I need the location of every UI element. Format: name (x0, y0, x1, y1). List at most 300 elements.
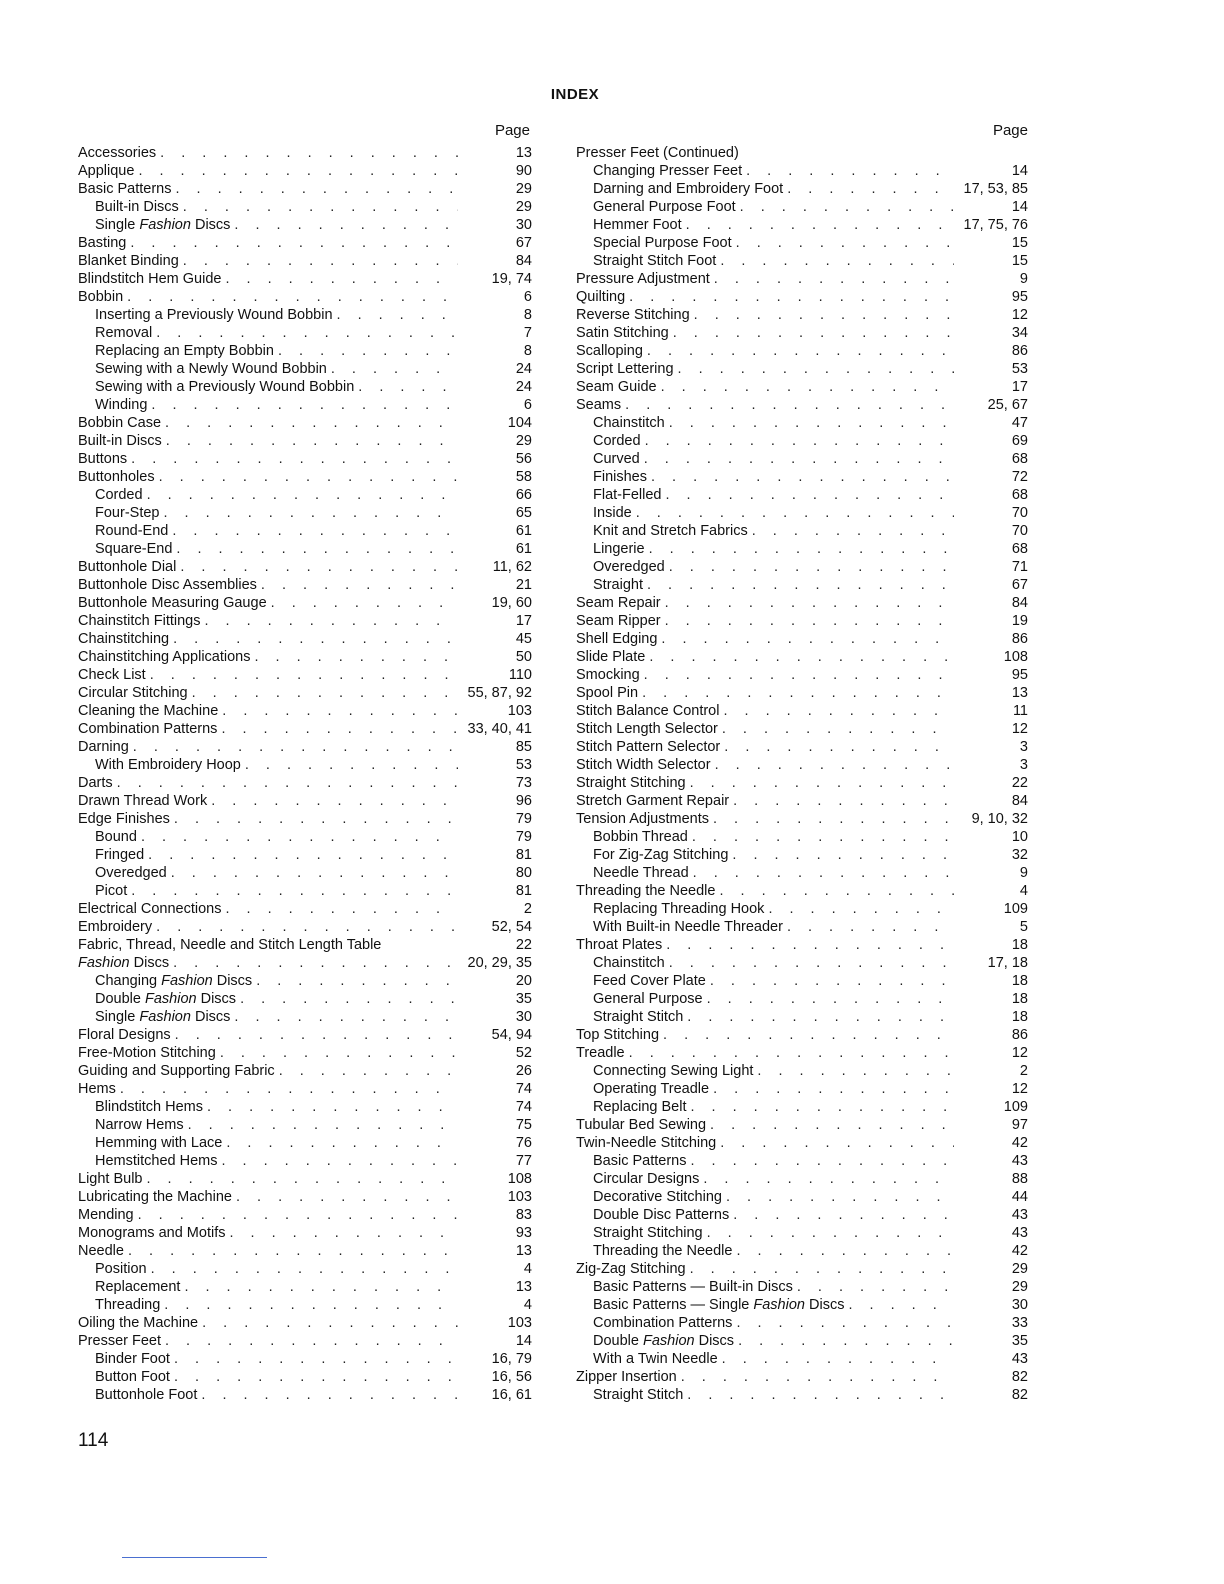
index-entry (78, 648, 532, 666)
entry-label: Blindstitch Hems (95, 1099, 203, 1115)
entry-label: Cleaning the Machine (78, 703, 219, 719)
index-subentry (78, 846, 532, 864)
index-entry (576, 630, 1028, 648)
entry-page: 29 (1011, 1279, 1028, 1295)
entry-page: 109 (1003, 901, 1028, 917)
entry-label: Presser Feet (Continued) (576, 145, 739, 161)
entry-page: 29 (515, 199, 532, 215)
entry-label: Accessories (78, 145, 157, 161)
entry-page: 8 (523, 343, 532, 359)
index-subentry (576, 1206, 1028, 1224)
entry-page: 53 (1011, 361, 1028, 377)
index-entry (78, 720, 532, 738)
entry-page: 83 (515, 1207, 532, 1223)
dot-leader (221, 270, 458, 288)
index-column-left (78, 122, 532, 1404)
dot-leader (645, 648, 954, 666)
dot-leader (699, 1170, 954, 1188)
entry-page: 4 (1019, 883, 1028, 899)
entry-label: Finishes (593, 469, 647, 485)
entry-page: 71 (1011, 559, 1028, 575)
dot-leader (230, 1008, 458, 1026)
entry-label: Slide Plate (576, 649, 646, 665)
index-subentry (576, 828, 1028, 846)
dot-leader (748, 522, 954, 540)
entry-page: 18 (1011, 1009, 1028, 1025)
dot-leader (732, 234, 954, 252)
dot-leader (162, 432, 458, 450)
entry-label: Darning (78, 739, 129, 755)
entry-page: 45 (515, 631, 532, 647)
entry-label: Light Bulb (78, 1171, 143, 1187)
dot-leader (134, 162, 458, 180)
entry-page: 3 (1019, 757, 1028, 773)
index-subentry (78, 1008, 532, 1026)
dot-leader (126, 234, 458, 252)
entry-label: Position (95, 1261, 147, 1277)
entry-page: 22 (1011, 775, 1028, 791)
dot-leader (354, 378, 458, 396)
dot-leader (221, 900, 458, 918)
dot-leader (742, 162, 954, 180)
dot-leader (152, 324, 458, 342)
dot-leader (170, 810, 458, 828)
entry-label: Basic Patterns (593, 1153, 687, 1169)
entry-page: 29 (1011, 1261, 1028, 1277)
entry-page: 65 (515, 505, 532, 521)
index-entry (78, 1314, 532, 1332)
entry-page: 95 (1011, 289, 1028, 305)
index-subentry (78, 522, 532, 540)
entry-page: 84 (1011, 595, 1028, 611)
index-subentry (576, 1278, 1028, 1296)
index-subentry (78, 882, 532, 900)
entry-page: 68 (1011, 541, 1028, 557)
entry-page: 35 (515, 991, 532, 1007)
dot-leader (236, 990, 458, 1008)
entry-label: Tubular Bed Sewing (576, 1117, 707, 1133)
entry-label: Four-Step (95, 505, 160, 521)
index-subentry (576, 1314, 1028, 1332)
dot-leader (156, 144, 458, 162)
entry-page: 15 (1011, 253, 1028, 269)
entry-label: Square-End (95, 541, 173, 557)
entry-page: 2 (1019, 1063, 1028, 1079)
entry-page: 7 (523, 325, 532, 341)
dot-leader (722, 1188, 954, 1206)
entry-page: 33, 40, 41 (467, 721, 532, 737)
entry-page: 95 (1011, 667, 1028, 683)
entry-label: Fashion Discs (78, 955, 170, 971)
entry-page: 10 (1011, 829, 1028, 845)
index-subentry (576, 864, 1028, 882)
index-entry (78, 702, 532, 720)
index-subentry (576, 1350, 1028, 1368)
index-subentry (576, 1242, 1028, 1260)
index-subentry (78, 396, 532, 414)
index-subentry (576, 1098, 1028, 1116)
dot-leader (715, 882, 954, 900)
entry-page: 58 (515, 469, 532, 485)
dot-leader (203, 1098, 458, 1116)
dot-leader (167, 864, 458, 882)
dot-leader (844, 1296, 954, 1314)
dot-leader (683, 1008, 954, 1026)
dot-leader (144, 846, 458, 864)
index-subentry (78, 216, 532, 234)
index-subentry (78, 198, 532, 216)
dot-leader (734, 1332, 954, 1350)
dot-leader (657, 630, 954, 648)
entry-label: Blindstitch Hem Guide (78, 271, 222, 287)
index-entry (576, 270, 1028, 288)
entry-label: For Zig-Zag Stitching (593, 847, 729, 863)
dot-leader (621, 396, 954, 414)
dot-leader (729, 1206, 954, 1224)
entry-page: 68 (1011, 487, 1028, 503)
index-entry (576, 612, 1028, 630)
dot-leader (113, 774, 458, 792)
dot-leader (134, 1206, 458, 1224)
index-subentry (78, 1386, 532, 1404)
dot-leader (703, 990, 954, 1008)
entry-page: 108 (1003, 649, 1028, 665)
entry-label: Blanket Binding (78, 253, 179, 269)
index-entry (78, 792, 532, 810)
dot-leader (674, 360, 954, 378)
dot-leader (716, 1134, 954, 1152)
index-subentry (576, 234, 1028, 252)
entry-page: 25, 67 (987, 397, 1028, 413)
entry-label: Straight Stitching (576, 775, 686, 791)
index-entry (78, 144, 532, 162)
entry-label: Edge Finishes (78, 811, 170, 827)
dot-leader (718, 720, 954, 738)
dot-leader (179, 252, 458, 270)
entry-page: 30 (1011, 1297, 1028, 1313)
dot-leader (129, 738, 458, 756)
dot-leader (753, 1062, 954, 1080)
index-entry (576, 342, 1028, 360)
index-entry (78, 1170, 532, 1188)
entry-label: Seams (576, 397, 622, 413)
entry-label: Inside (593, 505, 632, 521)
entry-page: 13 (515, 145, 532, 161)
entry-page: 84 (1011, 793, 1028, 809)
entry-page: 69 (1011, 433, 1028, 449)
dot-leader (640, 450, 954, 468)
dot-leader (251, 648, 459, 666)
dot-leader (641, 432, 954, 450)
entry-page: 12 (1011, 1045, 1028, 1061)
entry-label: Seam Ripper (576, 613, 661, 629)
dot-leader (217, 720, 458, 738)
dot-leader (225, 1224, 458, 1242)
dot-leader (201, 612, 459, 630)
index-entry (78, 1062, 532, 1080)
entry-label: Scalloping (576, 343, 643, 359)
entry-label: Built-in Discs (78, 433, 162, 449)
dot-leader (686, 1260, 954, 1278)
entry-label: Mending (78, 1207, 134, 1223)
dot-leader (665, 558, 954, 576)
entry-label: Decorative Stitching (593, 1189, 722, 1205)
index-entry (576, 936, 1028, 954)
dot-leader (169, 954, 458, 972)
entry-label: Darning and Embroidery Foot (593, 181, 784, 197)
index-entry (576, 1026, 1028, 1044)
dot-leader (161, 414, 458, 432)
index-entry (78, 1188, 532, 1206)
dot-leader (207, 792, 458, 810)
dot-leader (793, 1278, 954, 1296)
entry-label: Hemmer Foot (593, 217, 682, 233)
index-entry (78, 288, 532, 306)
dot-leader (152, 918, 458, 936)
entry-label: Bobbin Case (78, 415, 162, 431)
entry-page: 18 (1011, 991, 1028, 1007)
entry-page: 61 (515, 523, 532, 539)
entry-label: Changing Fashion Discs (95, 973, 253, 989)
dot-leader (176, 558, 458, 576)
entry-page: 33 (1011, 1315, 1028, 1331)
index-entry (78, 936, 532, 954)
index-subentry (576, 180, 1028, 198)
entry-label: Overedged (593, 559, 665, 575)
index-subentry (78, 540, 532, 558)
index-subentry (576, 198, 1028, 216)
index-subentry (576, 522, 1028, 540)
index-entry (78, 1080, 532, 1098)
entry-label: Quilting (576, 289, 626, 305)
entry-label: Overedged (95, 865, 167, 881)
dot-leader (197, 1386, 458, 1404)
entry-label: Hemstitched Hems (95, 1153, 218, 1169)
entry-page: 15 (1011, 235, 1028, 251)
index-subentry (576, 216, 1028, 234)
entry-page: 12 (1011, 1081, 1028, 1097)
dot-leader (718, 1350, 954, 1368)
entry-page: 81 (515, 883, 532, 899)
entry-label: Threading the Needle (576, 883, 716, 899)
dot-leader (143, 1170, 459, 1188)
entry-label: Reverse Stitching (576, 307, 690, 323)
index-subentry (78, 1350, 532, 1368)
dot-leader (709, 1080, 954, 1098)
index-entry (78, 558, 532, 576)
dot-leader (662, 486, 955, 504)
index-entry (576, 648, 1028, 666)
entry-label: Curved (593, 451, 640, 467)
entry-label: Winding (95, 397, 148, 413)
dot-leader (327, 360, 458, 378)
index-subentry (576, 1062, 1028, 1080)
entry-label: Zig-Zag Stitching (576, 1261, 686, 1277)
dot-leader (719, 702, 954, 720)
entry-label: Basic Patterns — Built-in Discs (593, 1279, 793, 1295)
dot-leader (217, 1152, 458, 1170)
entry-page: 70 (1011, 505, 1028, 521)
dot-leader (232, 1188, 458, 1206)
dot-leader (764, 900, 954, 918)
index-subentry (78, 1134, 532, 1152)
entry-label: Stitch Width Selector (576, 757, 711, 773)
index-entry (576, 1260, 1028, 1278)
entry-label: Needle (78, 1243, 124, 1259)
index-subentry (576, 1008, 1028, 1026)
entry-label: Straight Stitching (593, 1225, 703, 1241)
entry-label: Stretch Garment Repair (576, 793, 730, 809)
entry-label: Double Disc Patterns (593, 1207, 730, 1223)
index-subentry (576, 900, 1028, 918)
dot-leader (732, 1314, 954, 1332)
entry-label: Basting (78, 235, 127, 251)
entry-label: Free-Motion Stitching (78, 1045, 216, 1061)
entry-label: Script Lettering (576, 361, 674, 377)
entry-label: Check List (78, 667, 146, 683)
index-subentry (576, 1170, 1028, 1188)
entry-page: 17 (515, 613, 532, 629)
entry-page: 30 (515, 217, 532, 233)
index-entry (78, 612, 532, 630)
entry-page: 8 (523, 307, 532, 323)
index-entry (78, 900, 532, 918)
index-entry (78, 774, 532, 792)
entry-label: Basic Patterns (78, 181, 172, 197)
dot-leader (710, 270, 954, 288)
dot-leader (625, 288, 954, 306)
dot-leader (180, 1278, 458, 1296)
entry-label: Bobbin Thread (593, 829, 688, 845)
index-entry (576, 1368, 1028, 1386)
index-subentry (576, 846, 1028, 864)
index-subentry (576, 162, 1028, 180)
entry-label: Sewing with a Newly Wound Bobbin (95, 361, 327, 377)
entry-label: Threading the Needle (593, 1243, 733, 1259)
index-entry (78, 450, 532, 468)
entry-label: Buttonhole Disc Assemblies (78, 577, 257, 593)
dot-leader (137, 828, 458, 846)
index-subentry (576, 1332, 1028, 1350)
index-entry (78, 1044, 532, 1062)
dot-leader (216, 1044, 458, 1062)
entry-label: Straight Stitch (593, 1009, 684, 1025)
entry-page: 17 (1011, 379, 1028, 395)
entry-page: 52 (515, 1045, 532, 1061)
index-entry (78, 180, 532, 198)
entry-label: Twin-Needle Stitching (576, 1135, 717, 1151)
entry-page: 66 (515, 487, 532, 503)
index-subentry (78, 306, 532, 324)
index-subentry (78, 990, 532, 1008)
dot-leader (643, 576, 954, 594)
dot-leader (709, 810, 954, 828)
entry-page: 79 (515, 811, 532, 827)
entry-label: Hems (78, 1081, 116, 1097)
entry-page: 18 (1011, 973, 1028, 989)
index-subentry (78, 1116, 532, 1134)
entry-page: 19, 60 (491, 595, 532, 611)
entry-label: Corded (593, 433, 641, 449)
index-entry (576, 288, 1028, 306)
index-subentry (576, 486, 1028, 504)
entry-page: 6 (523, 397, 532, 413)
dot-leader (682, 216, 954, 234)
entry-label: Connecting Sewing Light (593, 1063, 754, 1079)
dot-leader (274, 342, 458, 360)
index-entry (78, 954, 532, 972)
entry-page: 9, 10, 32 (971, 811, 1028, 827)
index-entry (78, 684, 532, 702)
entry-page: 54, 94 (491, 1027, 532, 1043)
index-subentry (576, 1188, 1028, 1206)
entry-label: Combination Patterns (78, 721, 218, 737)
dot-leader (729, 792, 954, 810)
entry-label: Single Fashion Discs (95, 1009, 231, 1025)
entry-page: 22 (515, 937, 532, 953)
entry-label: Electrical Connections (78, 901, 222, 917)
index-subentry (78, 378, 532, 396)
entry-label: Corded (95, 487, 143, 503)
entry-page: 77 (515, 1153, 532, 1169)
index-entry (576, 1116, 1028, 1134)
entry-label: Binder Foot (95, 1351, 170, 1367)
entry-label: Shell Edging (576, 631, 658, 647)
dot-leader (252, 972, 458, 990)
dot-leader (179, 198, 458, 216)
entry-label: Fringed (95, 847, 145, 863)
entry-page: 96 (515, 793, 532, 809)
entry-page: 47 (1011, 415, 1028, 431)
entry-label: Circular Stitching (78, 685, 188, 701)
entry-label: Chainstitch (593, 415, 665, 431)
entry-page: 108 (507, 1171, 532, 1187)
entry-page: 17, 53, 85 (963, 181, 1028, 197)
dot-leader (665, 954, 954, 972)
index-subentry (576, 504, 1028, 522)
dot-leader (711, 756, 954, 774)
entry-page: 72 (1011, 469, 1028, 485)
dot-leader (146, 666, 458, 684)
index-subentry (78, 1296, 532, 1314)
index-entry (576, 1044, 1028, 1062)
entry-label: Circular Designs (593, 1171, 700, 1187)
entry-page: 82 (1011, 1387, 1028, 1403)
index-entry (576, 360, 1028, 378)
entry-label: Hemming with Lace (95, 1135, 223, 1151)
dot-leader (728, 846, 954, 864)
entry-label: Replacing Belt (593, 1099, 687, 1115)
dot-leader (170, 1350, 458, 1368)
dot-leader (172, 540, 458, 558)
dot-leader (188, 684, 458, 702)
index-entry (576, 324, 1028, 342)
entry-page: 21 (515, 577, 532, 593)
entry-label: Chainstitch (593, 955, 665, 971)
index-entry (78, 666, 532, 684)
dot-leader (643, 342, 954, 360)
entry-label: Double Fashion Discs (95, 991, 237, 1007)
entry-page: 93 (515, 1225, 532, 1241)
entry-page: 13 (1011, 685, 1028, 701)
dot-leader (155, 468, 458, 486)
index-entry (576, 1134, 1028, 1152)
dot-leader (706, 1116, 954, 1134)
index-subentry (576, 972, 1028, 990)
entry-page: 11 (1012, 703, 1028, 719)
index-subentry (576, 468, 1028, 486)
entry-label: Lingerie (593, 541, 645, 557)
